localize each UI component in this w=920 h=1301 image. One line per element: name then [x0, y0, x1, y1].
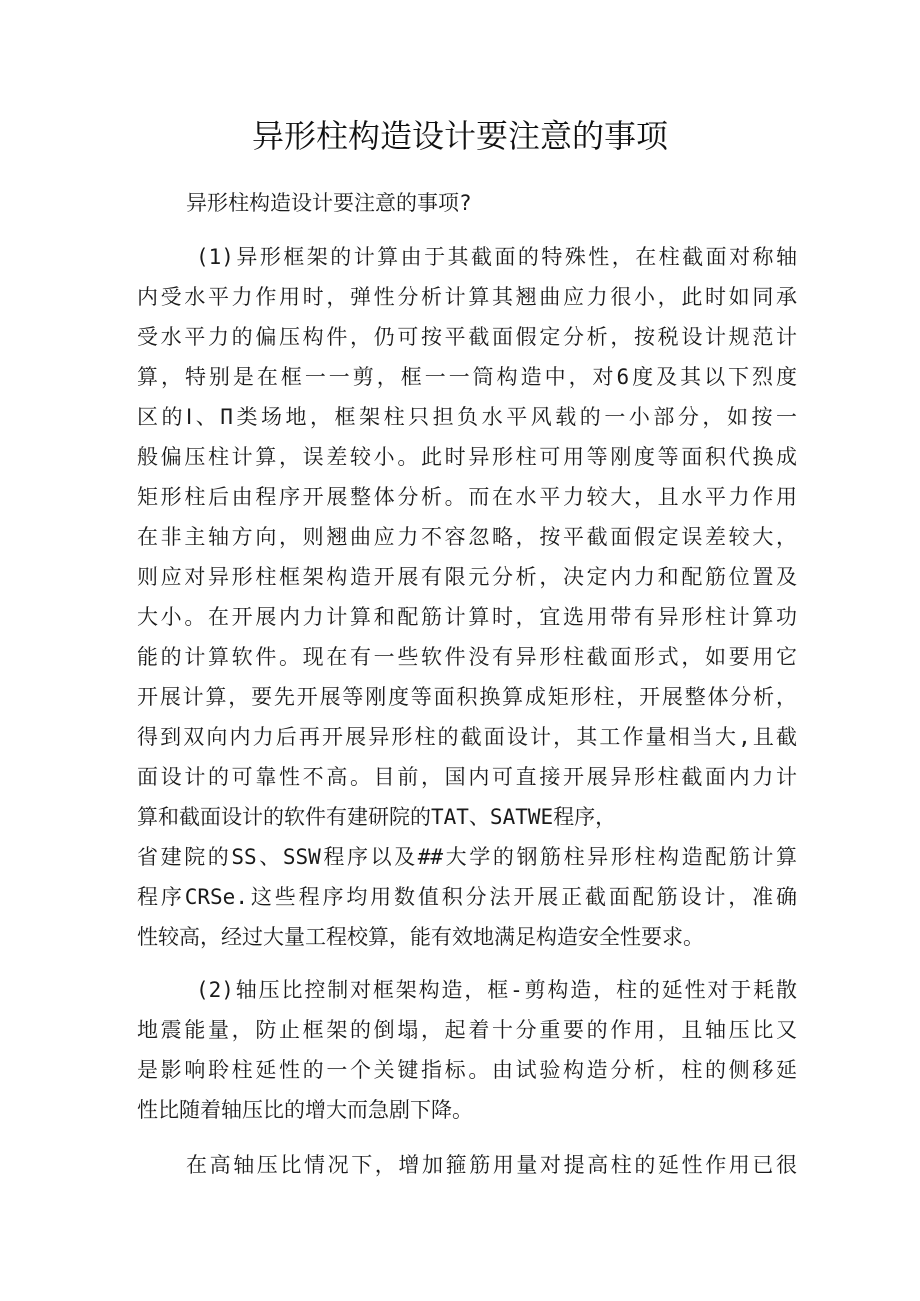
document-title: 异形柱构造设计要注意的事项 — [251, 117, 668, 155]
paragraph-line: 则应对异形柱框架构造开展有限元分析，决定内力和配筋位置及 — [137, 565, 797, 589]
paragraph-line: 是影响聆柱延性的一个关键指标。由试验构造分析，柱的侧移延 — [137, 1058, 797, 1082]
paragraph-line: 在非主轴方向，则翘曲应力不容忽略，按平截面假定误差较大， — [137, 525, 797, 549]
paragraph-line: 程序CRSe.这些程序均用数值积分法开展正截面配筋设计，准确 — [137, 885, 797, 909]
paragraph-line: 得到双向内力后再开展异形柱的截面设计，其工作量相当大,且截 — [137, 725, 797, 749]
paragraph-line: 性较高，经过大量工程校算，能有效地满足构造安全性要求。 — [137, 925, 704, 949]
paragraph-line: 省建院的SS、SSW程序以及##大学的钢筋柱异形柱构造配筋计算 — [137, 845, 797, 869]
paragraph-line: 地震能量，防止框架的倒塌，起着十分重要的作用，且轴压比又 — [137, 1018, 797, 1042]
paragraph-line: 算，特别是在框一一剪，框一一筒构造中，对6度及其以下烈度 — [137, 365, 797, 389]
paragraph-line: 区的Ⅰ、Π类场地，框架柱只担负水平风载的一小部分，如按一 — [137, 405, 797, 429]
paragraph-line: 能的计算软件。现在有一些软件没有异形柱截面形式，如要用它 — [137, 645, 797, 669]
paragraph-line: 性比随着轴压比的增大而急剧下降。 — [137, 1098, 473, 1122]
paragraph-line: (1)异形框架的计算由于其截面的特殊性，在柱截面对称轴 — [196, 245, 797, 269]
paragraph-line: 般偏压柱计算，误差较小。此时异形柱可用等刚度等面积代换成 — [137, 445, 797, 469]
paragraph-line: 受水平力的偏压构件，仍可按平截面假定分析，按税设计规范计 — [137, 325, 797, 349]
paragraph-line: (2)轴压比控制对框架构造，框-剪构造，柱的延性对于耗散 — [196, 978, 797, 1002]
paragraph-line: 内受水平力作用时，弹性分析计算其翘曲应力很小，此时如同承 — [137, 285, 797, 309]
paragraph-line: 面设计的可靠性不高。目前，国内可直接开展异形柱截面内力计 — [137, 765, 797, 789]
paragraph-line: 算和截面设计的软件有建研院的TAT、SATWE程序， — [137, 805, 617, 829]
paragraph-line: 矩形柱后由程序开展整体分析。而在水平力较大，且水平力作用 — [137, 485, 797, 509]
question-line: 异形柱构造设计要注意的事项? — [186, 191, 472, 215]
paragraph-line: 在高轴压比情况下，增加箍筋用量对提高柱的延性作用已很 — [186, 1153, 797, 1177]
paragraph-line: 开展计算，要先开展等刚度等面积换算成矩形柱，开展整体分析， — [137, 685, 797, 709]
paragraph-line: 大小。在开展内力计算和配筋计算时，宜选用带有异形柱计算功 — [137, 605, 797, 629]
